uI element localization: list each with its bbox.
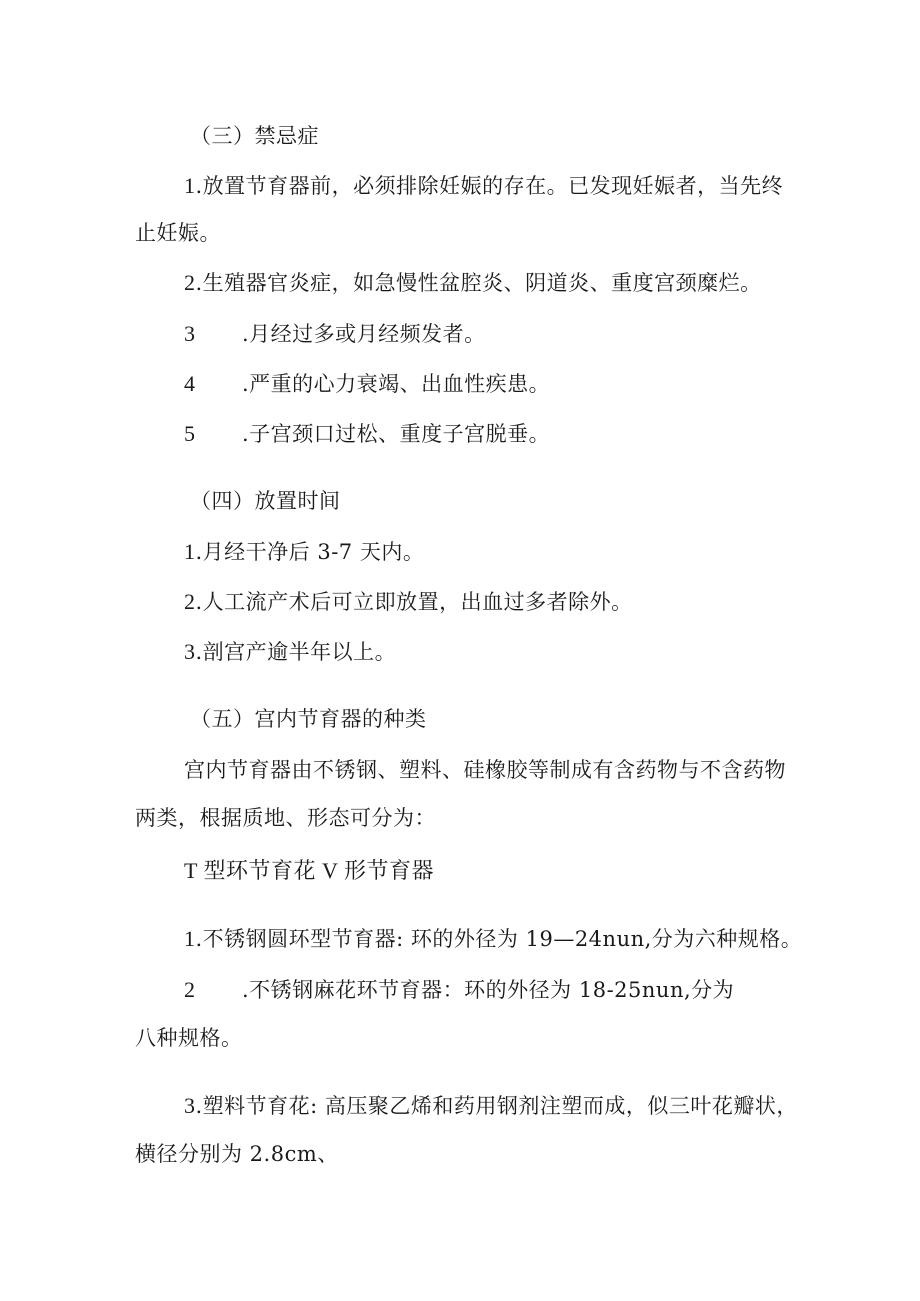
item-text: .不锈钢麻花环节育器：环的外径为 18-25nun,分为: [242, 978, 735, 1002]
item-text: .子宫颈口过松、重度子宫脱垂。: [242, 422, 551, 446]
item-number: 1: [184, 173, 196, 198]
item-text: .放置节育器前，必须排除妊娠的存在。已发现妊娠者，当先终: [195, 174, 784, 198]
list-item: [184, 419, 550, 449]
list-item-continuation: 止妊娠。: [135, 221, 221, 245]
section-heading-types: （五）宫内节育器的种类: [190, 707, 427, 731]
list-item: [184, 319, 486, 349]
item-number: 1: [184, 539, 196, 564]
list-item: [184, 268, 762, 298]
list-item: [184, 975, 734, 1005]
list-item: [184, 537, 424, 567]
item-number: 1: [184, 926, 196, 951]
item-number: 3: [184, 639, 196, 664]
list-item: [184, 369, 550, 399]
item-number: 2: [184, 270, 196, 295]
list-item: [184, 587, 633, 617]
types-line: T 型环节育花 V 形节育器: [184, 858, 435, 883]
list-item-continuation: 八种规格。: [135, 1026, 243, 1050]
list-item: [184, 924, 802, 954]
item-number: 5: [184, 421, 196, 446]
item-text: .不锈钢圆环型节育器: 环的外径为 19—24nun,分为六种规格。: [195, 927, 803, 951]
section-heading-timing: （四）放置时间: [190, 489, 341, 513]
item-number: 2: [184, 977, 196, 1002]
item-text: .生殖器官炎症，如急慢性盆腔炎、阴道炎、重度宫颈糜烂。: [195, 271, 762, 295]
item-number: 3: [184, 1093, 196, 1118]
list-item: [184, 1091, 798, 1121]
item-text: .人工流产术后可立即放置，出血过多者除外。: [195, 590, 633, 614]
item-text: .月经干净后 3-7 天内。: [195, 540, 425, 564]
paragraph-line: 两类，根据质地、形态可分为：: [135, 806, 436, 830]
list-item-continuation: 横径分别为 2.8cm、: [135, 1142, 339, 1166]
item-text: .剖宫产逾半年以上。: [195, 640, 397, 664]
paragraph-line: 宫内节育器由不锈钢、塑料、硅橡胶等制成有含药物与不含药物: [184, 758, 786, 782]
section-heading-contraindications: （三）禁忌症: [190, 124, 319, 148]
item-text: .月经过多或月经频发者。: [242, 322, 486, 346]
list-item: [184, 637, 396, 667]
list-item: [184, 171, 783, 201]
item-text: .严重的心力衰竭、出血性疾患。: [242, 372, 551, 396]
item-number: 2: [184, 589, 196, 614]
item-number: 4: [184, 371, 196, 396]
item-text: .塑料节育花: 高压聚乙烯和药用钢剂注塑而成，似三叶花瓣状，: [195, 1094, 798, 1118]
item-number: 3: [184, 321, 196, 346]
